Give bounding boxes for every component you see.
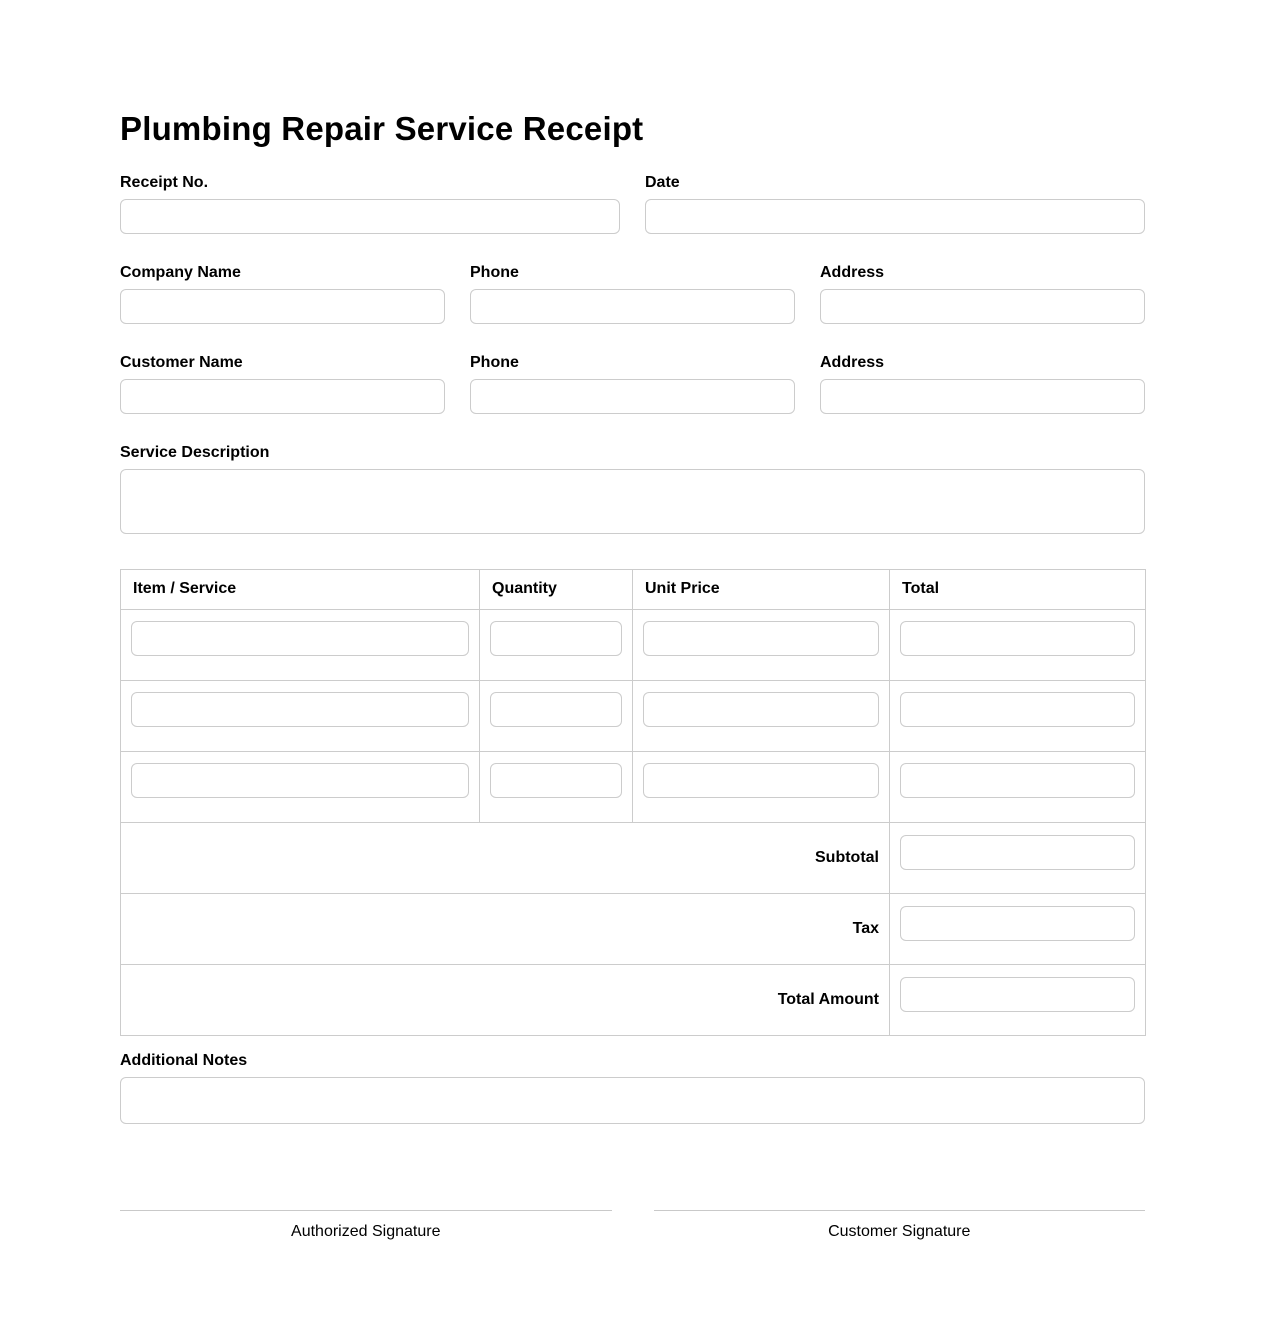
item-row-3 (121, 751, 1146, 822)
items-table (120, 569, 1146, 1036)
customer-signature-block (654, 1210, 1146, 1241)
date-field (645, 174, 1145, 234)
customer-name-input[interactable] (120, 379, 445, 414)
additional-notes-section (120, 1052, 1145, 1124)
receipt-date-row (120, 174, 1145, 234)
total-input-3[interactable] (900, 763, 1135, 798)
additional-notes-textarea[interactable] (120, 1077, 1145, 1124)
customer-phone-input[interactable] (470, 379, 795, 414)
customer-name-field (120, 354, 445, 414)
col-header-total: Total (890, 569, 1146, 609)
total-amount-input[interactable] (900, 977, 1135, 1012)
unit-price-input-3[interactable] (643, 763, 879, 798)
receipt-no-label: Receipt No. (120, 173, 209, 191)
company-name-field (120, 264, 445, 324)
total-input-1[interactable] (900, 621, 1135, 656)
col-header-quantity: Quantity (480, 569, 633, 609)
items-header-row (121, 569, 1146, 609)
item-service-input-3[interactable] (131, 763, 469, 798)
item-service-input-1[interactable] (131, 621, 469, 656)
customer-address-label: Address (820, 353, 885, 371)
authorized-signature-caption: Authorized Signature (291, 1222, 441, 1240)
customer-name-label: Customer Name (120, 353, 243, 371)
company-phone-input[interactable] (470, 289, 795, 324)
authorized-signature-line (120, 1210, 612, 1211)
company-address-input[interactable] (820, 289, 1145, 324)
customer-phone-label: Phone (470, 353, 519, 371)
page-title: Plumbing Repair Service Receipt (120, 110, 644, 147)
customer-phone-field (470, 354, 795, 414)
company-name-label: Company Name (120, 263, 241, 281)
subtotal-input[interactable] (900, 835, 1135, 870)
quantity-input-1[interactable] (490, 621, 622, 656)
subtotal-label: Subtotal (121, 822, 890, 893)
company-address-label: Address (820, 263, 885, 281)
unit-price-input-2[interactable] (643, 692, 879, 727)
item-service-input-2[interactable] (131, 692, 469, 727)
service-description-section (120, 444, 1145, 534)
item-row-1 (121, 609, 1146, 680)
signatures-row (120, 1210, 1145, 1241)
col-header-unit-price: Unit Price (633, 569, 890, 609)
company-row (120, 264, 1145, 324)
tax-row (121, 893, 1146, 964)
tax-label: Tax (121, 893, 890, 964)
service-description-textarea[interactable] (120, 469, 1145, 534)
quantity-input-3[interactable] (490, 763, 622, 798)
total-input-2[interactable] (900, 692, 1135, 727)
quantity-input-2[interactable] (490, 692, 622, 727)
additional-notes-label: Additional Notes (120, 1051, 248, 1069)
form-content (120, 0, 1145, 1241)
receipt-no-input[interactable] (120, 199, 620, 234)
col-header-item-service: Item / Service (121, 569, 480, 609)
customer-address-input[interactable] (820, 379, 1145, 414)
date-label: Date (645, 173, 680, 191)
receipt-no-field (120, 174, 620, 234)
company-name-input[interactable] (120, 289, 445, 324)
unit-price-input-1[interactable] (643, 621, 879, 656)
company-phone-label: Phone (470, 263, 519, 281)
customer-signature-line (654, 1210, 1146, 1211)
company-address-field (820, 264, 1145, 324)
item-row-2 (121, 680, 1146, 751)
customer-signature-caption: Customer Signature (828, 1222, 971, 1240)
customer-address-field (820, 354, 1145, 414)
service-description-label: Service Description (120, 443, 270, 461)
total-amount-row (121, 964, 1146, 1035)
total-amount-label: Total Amount (121, 964, 890, 1035)
company-phone-field (470, 264, 795, 324)
customer-row (120, 354, 1145, 414)
tax-input[interactable] (900, 906, 1135, 941)
date-input[interactable] (645, 199, 1145, 234)
subtotal-row (121, 822, 1146, 893)
authorized-signature-block (120, 1210, 612, 1241)
